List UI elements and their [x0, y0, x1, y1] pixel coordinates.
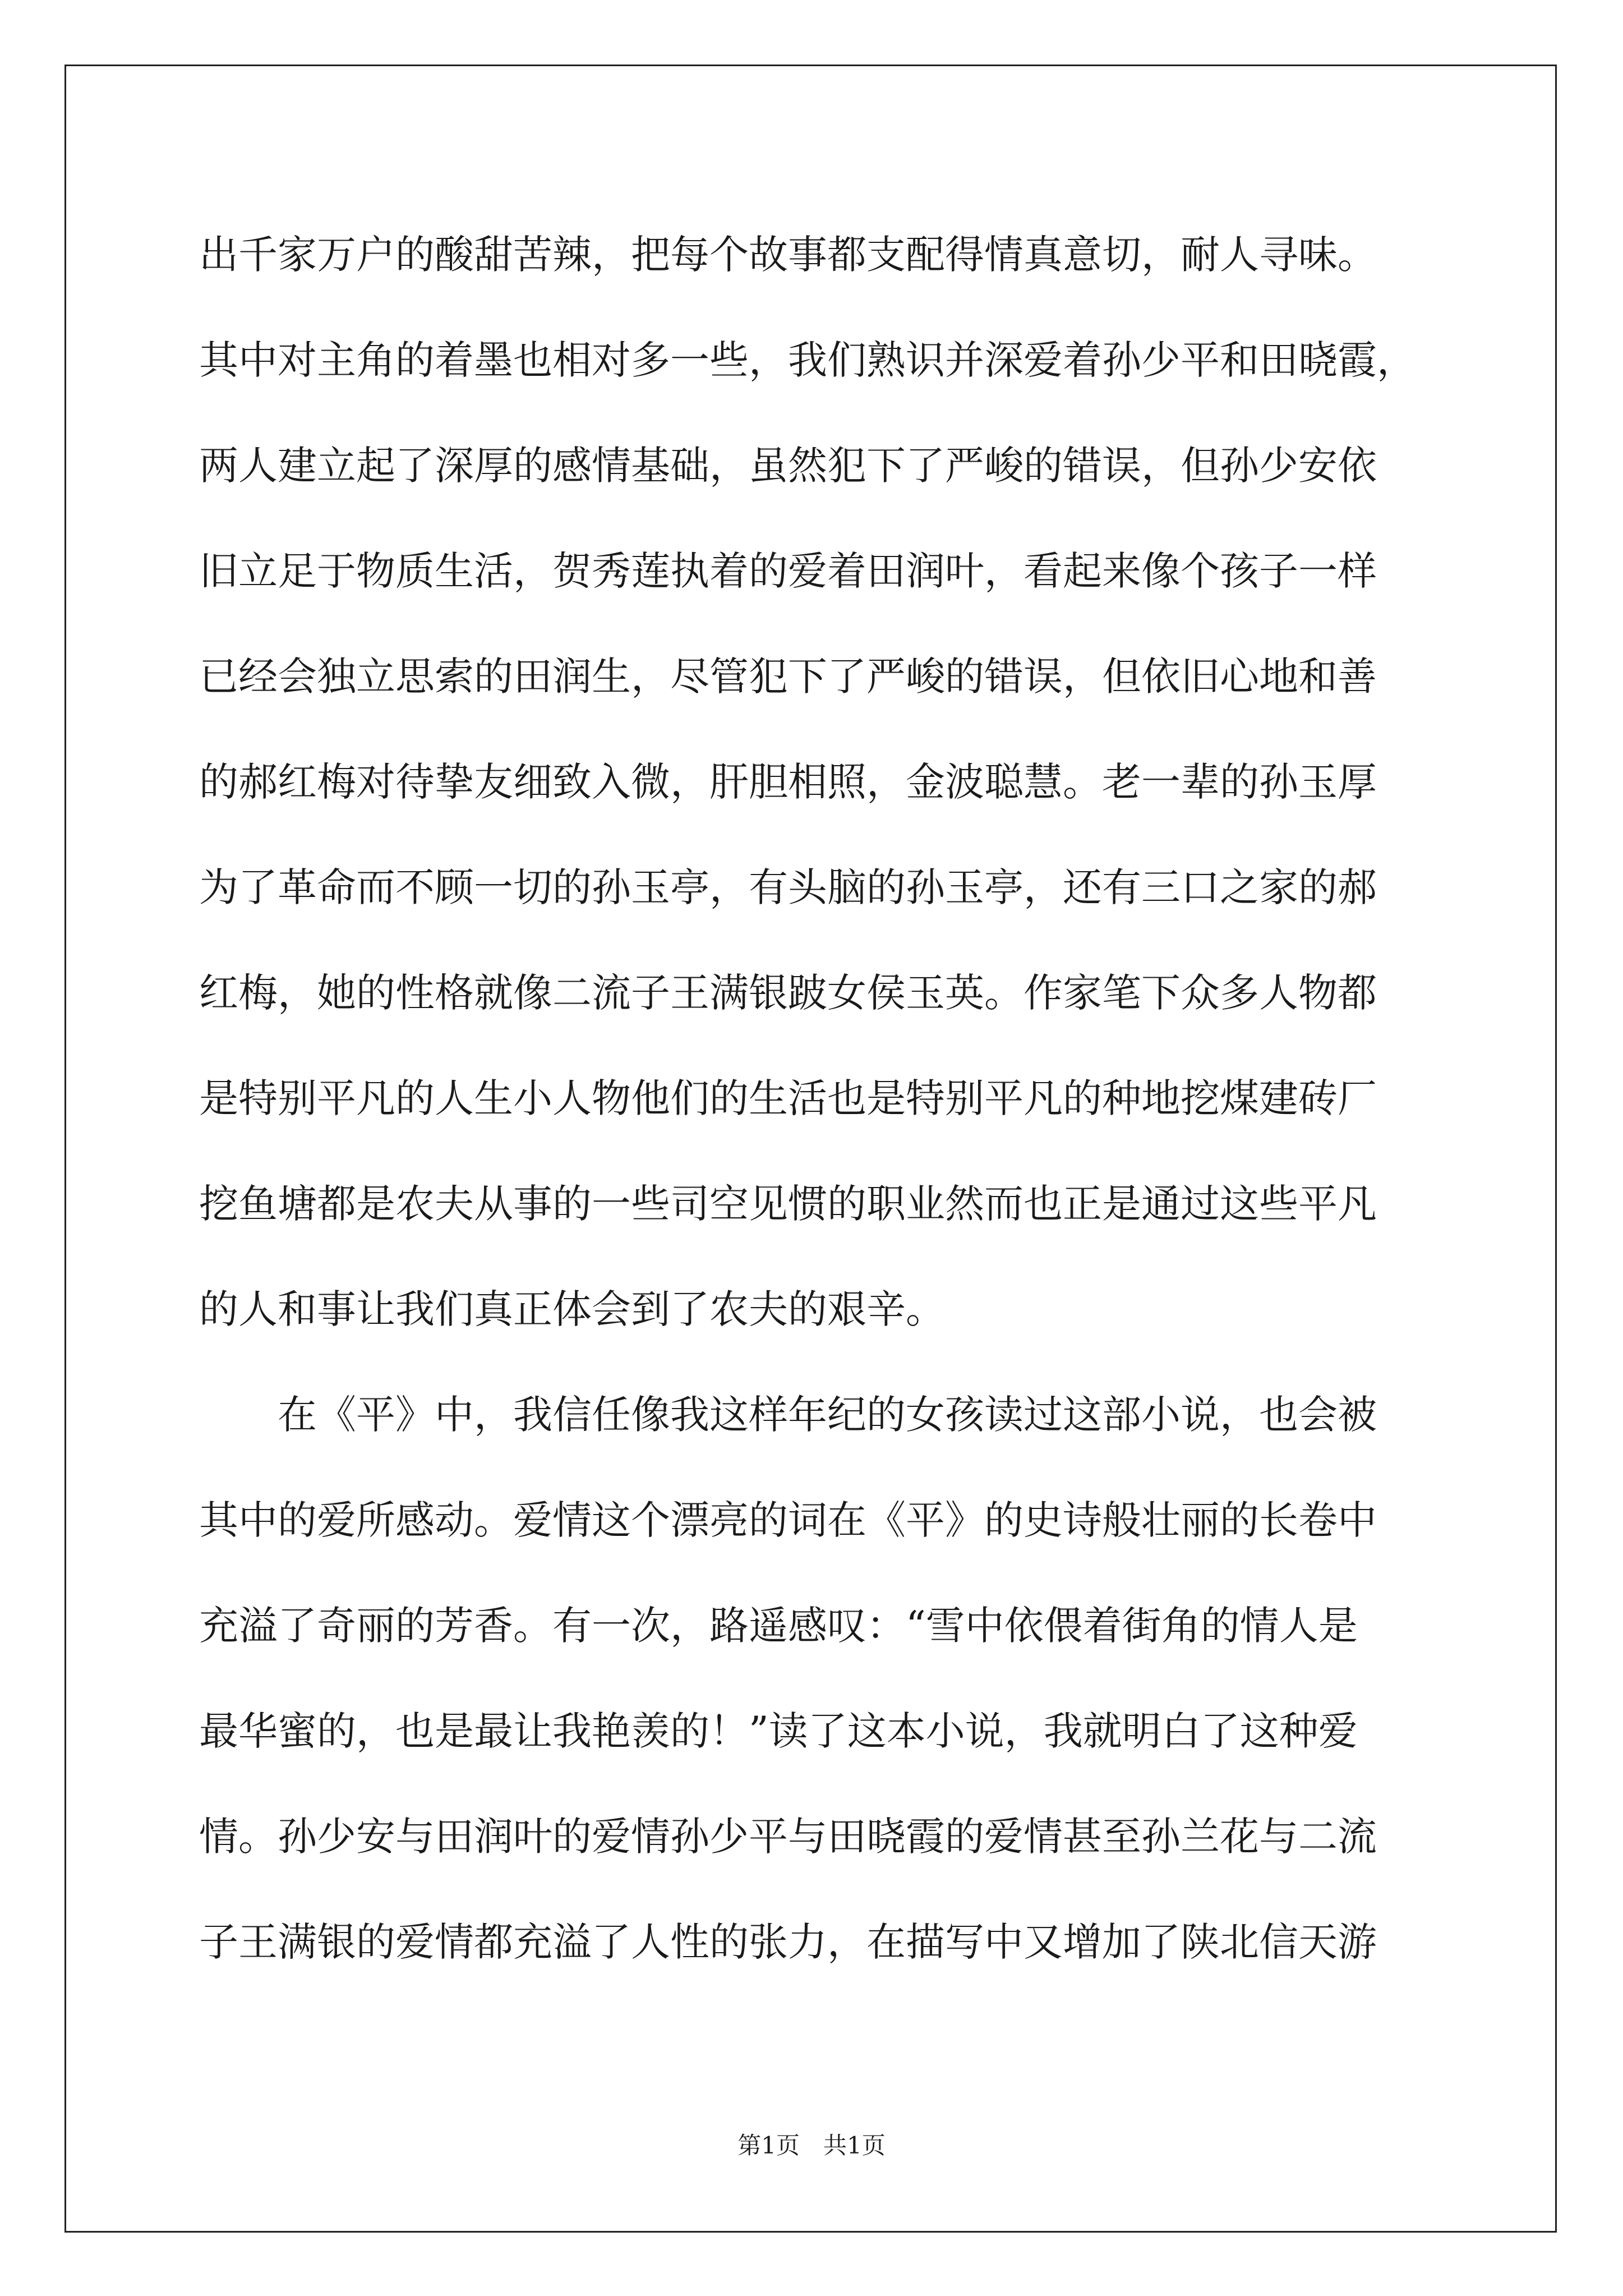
paragraph-first-line: 在《平》中，我信任像我这样年纪的女孩读过这部小说，也会被 — [278, 1392, 1377, 1438]
text-line: 情。孙少安与田润叶的爱情孙少平与田晓霞的爱情甚至孙兰花与二流 — [199, 1814, 1377, 1860]
text-line: 挖鱼塘都是农夫从事的一些司空见惯的职业然而也正是通过这些平凡 — [199, 1181, 1377, 1227]
text-line: 其中对主角的着墨也相对多一些，我们熟识并深爱着孙少平和田晓霞， — [199, 337, 1416, 383]
page-number-footer: 第1页 共1页 — [737, 2132, 886, 2159]
text-line: 的人和事让我们真正体会到了农夫的艰辛。 — [199, 1286, 945, 1332]
text-line: 子王满银的爱情都充溢了人性的张力，在描写中又增加了陕北信天游 — [199, 1919, 1377, 1965]
text-line: 是特别平凡的人生小人物他们的生活也是特别平凡的种地挖煤建砖厂 — [199, 1075, 1377, 1121]
text-line: 最华蜜的，也是最让我艳羡的！”读了这本小说，我就明白了这种爱 — [199, 1708, 1358, 1754]
text-line: 充溢了奇丽的芳香。有一次，路遥感叹：“雪中依偎着街角的情人是 — [199, 1603, 1358, 1649]
text-line: 其中的爱所感动。爱情这个漂亮的词在《平》的史诗般壮丽的长卷中 — [199, 1497, 1377, 1543]
text-line: 两人建立起了深厚的感情基础，虽然犯下了严峻的错误，但孙少安依 — [199, 443, 1377, 489]
text-line: 出千家万户的酸甜苦辣，把每个故事都支配得情真意切，耐人寻味。 — [199, 232, 1377, 278]
text-line: 旧立足于物质生活，贺秀莲执着的爱着田润叶，看起来像个孩子一样 — [199, 548, 1377, 594]
document-body — [199, 202, 1455, 1995]
text-line: 的郝红梅对待挚友细致入微，肝胆相照，金波聪慧。老一辈的孙玉厚 — [199, 759, 1377, 805]
text-line: 红梅，她的性格就像二流子王满银跛女侯玉英。作家笔下众多人物都 — [199, 970, 1377, 1016]
text-line: 为了革命而不顾一切的孙玉亭，有头脑的孙玉亭，还有三口之家的郝 — [199, 864, 1377, 910]
text-line: 已经会独立思索的田润生，尽管犯下了严峻的错误，但依旧心地和善 — [199, 654, 1377, 700]
